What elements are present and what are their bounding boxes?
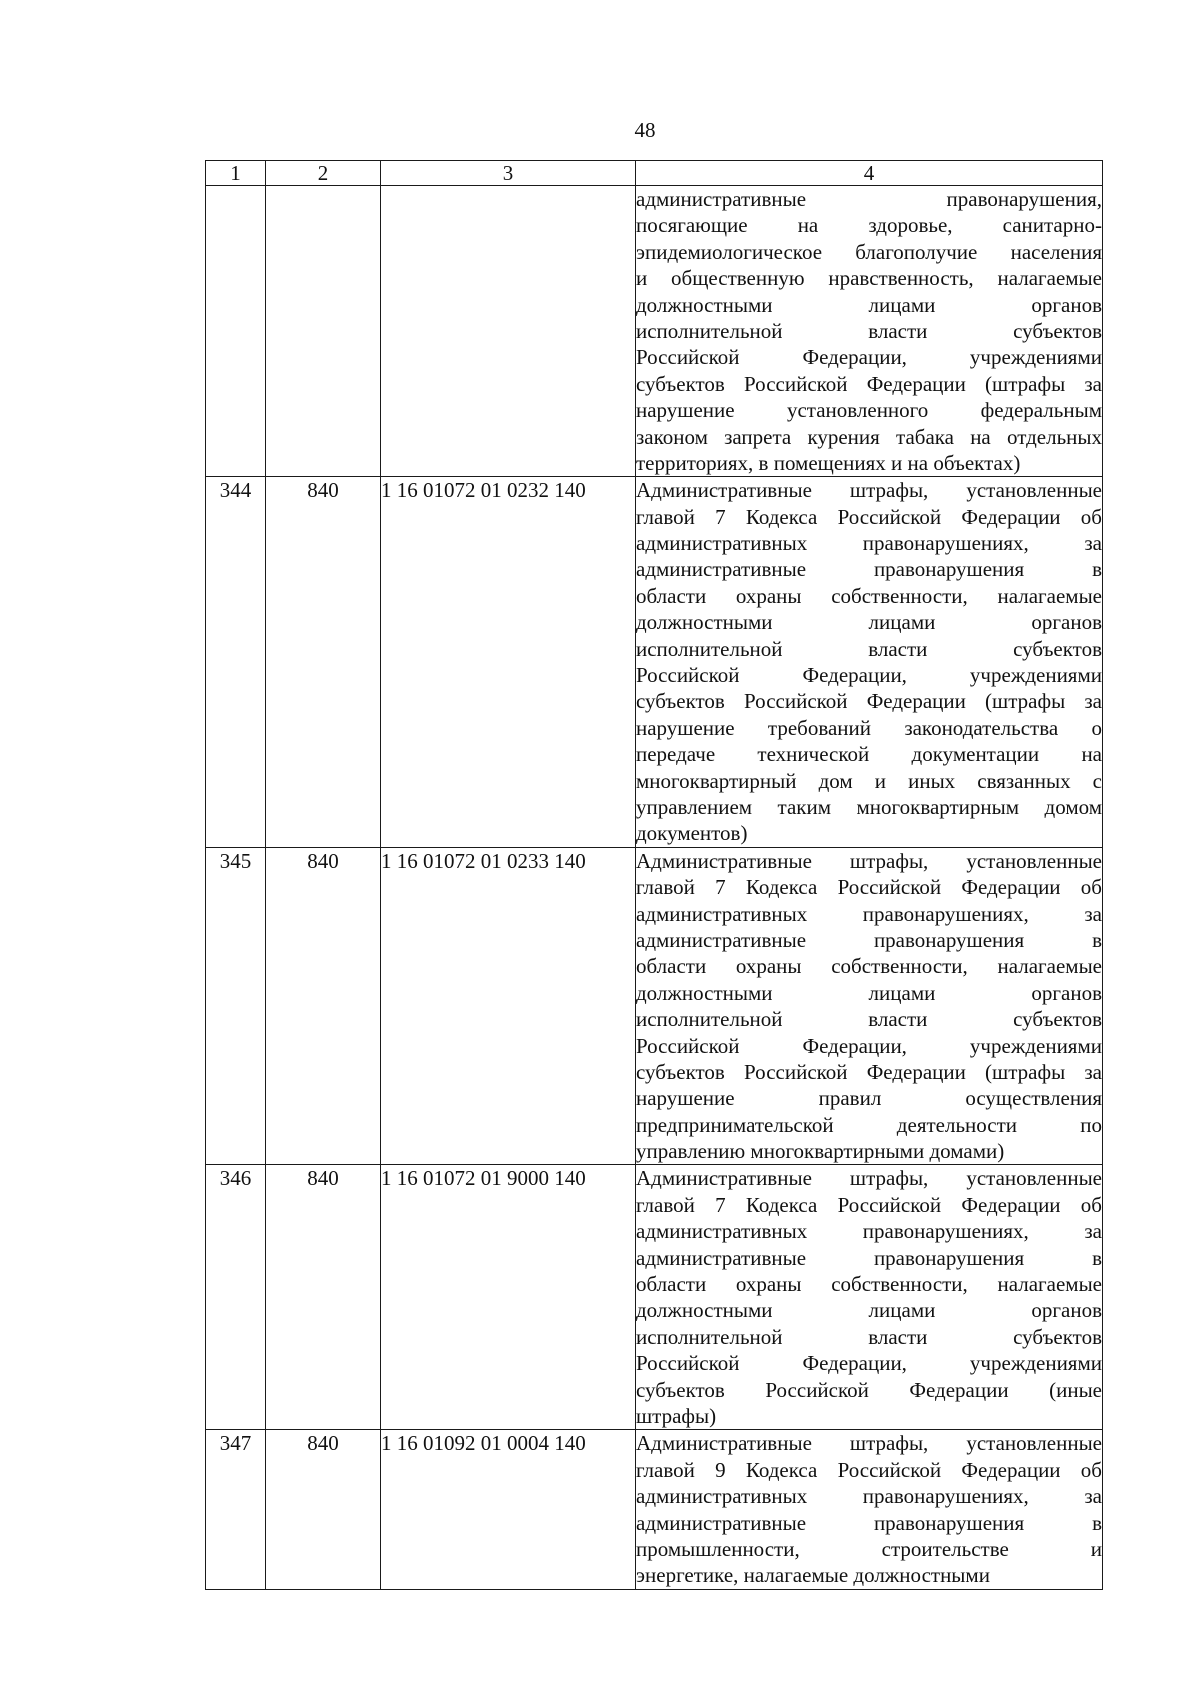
description-line: административных правонарушениях, за bbox=[636, 1219, 1102, 1244]
table-row bbox=[206, 847, 1103, 1165]
table-row bbox=[206, 1165, 1103, 1430]
table-row bbox=[206, 1430, 1103, 1589]
description-line: и общественную нравственность, налагаемые bbox=[636, 266, 1102, 291]
description-line: документов) bbox=[636, 821, 748, 846]
row-number-cell bbox=[206, 186, 266, 477]
description-line: Российской Федерации, учреждениями bbox=[636, 1033, 1102, 1058]
description-line: Административные штрафы, установленные bbox=[636, 478, 1102, 503]
description-cell bbox=[636, 847, 1103, 1165]
description-line: субъектов Российской Федерации (штрафы за bbox=[636, 689, 1102, 714]
description-line: субъектов Российской Федерации (иные bbox=[636, 1377, 1102, 1402]
page-number: 48 bbox=[634, 118, 656, 142]
description-line: главой 9 Кодекса Российской Федерации об bbox=[636, 1457, 1102, 1482]
description-line: административные правонарушения, bbox=[636, 187, 1102, 211]
description-line: области охраны собственности, налагаемые bbox=[636, 583, 1102, 608]
description-line: административных правонарушениях, за bbox=[636, 1484, 1102, 1509]
description-line: административные правонарушения в bbox=[636, 557, 1102, 582]
description-line: эпидемиологическое благополучие населения bbox=[636, 239, 1102, 264]
description-line: субъектов Российской Федерации (штрафы за bbox=[636, 1059, 1102, 1084]
description-cell bbox=[636, 1430, 1103, 1589]
description-line: административных правонарушениях, за bbox=[636, 901, 1102, 926]
description-line: промышленности, строительстве и bbox=[636, 1536, 1102, 1561]
column-header-3: 3 bbox=[381, 161, 636, 186]
row-number-cell: 347 bbox=[206, 1430, 266, 1589]
description-line: исполнительной власти субъектов bbox=[636, 1007, 1102, 1032]
administrator-code-cell bbox=[266, 186, 381, 477]
header-row bbox=[206, 161, 1103, 186]
description-line: административные правонарушения в bbox=[636, 1510, 1102, 1535]
description-line: штрафы) bbox=[636, 1403, 717, 1428]
description-line: Административные штрафы, установленные bbox=[636, 1166, 1102, 1191]
column-header-2: 2 bbox=[266, 161, 381, 186]
description-line: передаче технической документации на bbox=[636, 742, 1102, 767]
description-line: области охраны собственности, налагаемые bbox=[636, 954, 1102, 979]
row-number-cell: 345 bbox=[206, 847, 266, 1165]
description-line: области охраны собственности, налагаемые bbox=[636, 1272, 1102, 1297]
description-line: посягающие на здоровье, санитарно- bbox=[636, 213, 1102, 238]
description-line: административные правонарушения в bbox=[636, 1245, 1102, 1270]
description-line: управлению многоквартирными домами) bbox=[636, 1139, 1005, 1164]
description-line: нарушение установленного федеральным bbox=[636, 398, 1102, 423]
description-cell bbox=[636, 1165, 1103, 1430]
revenue-code-cell: 1 16 01092 01 0004 140 bbox=[381, 1430, 636, 1589]
revenue-code-cell: 1 16 01072 01 0233 140 bbox=[381, 847, 636, 1165]
description-line: Административные штрафы, установленные bbox=[636, 848, 1102, 873]
description-line: законом запрета курения табака на отдельных bbox=[636, 424, 1102, 449]
administrator-code-cell: 840 bbox=[266, 1165, 381, 1430]
table-header bbox=[206, 161, 1103, 186]
column-header-1: 1 bbox=[206, 161, 266, 186]
description-line: территориях, в помещениях и на объектах) bbox=[636, 450, 1021, 475]
table-row bbox=[206, 186, 1103, 477]
description-line: главой 7 Кодекса Российской Федерации об bbox=[636, 875, 1102, 900]
description-line: Административные штрафы, установленные bbox=[636, 1431, 1102, 1456]
description-line: исполнительной власти субъектов bbox=[636, 1324, 1102, 1349]
administrator-code-cell: 840 bbox=[266, 477, 381, 847]
description-line: нарушение правил осуществления bbox=[636, 1086, 1102, 1111]
revenue-code-cell: 1 16 01072 01 0232 140 bbox=[381, 477, 636, 847]
description-cell bbox=[636, 477, 1103, 847]
fees-table bbox=[205, 160, 1103, 1590]
description-line: Российской Федерации, учреждениями bbox=[636, 1351, 1102, 1376]
administrator-code-cell: 840 bbox=[266, 1430, 381, 1589]
revenue-code-cell bbox=[381, 186, 636, 477]
column-header-4: 4 bbox=[636, 161, 1103, 186]
description-cell bbox=[636, 186, 1103, 477]
description-line: нарушение требований законодательства о bbox=[636, 715, 1102, 740]
description-line: должностными лицами органов bbox=[636, 292, 1102, 317]
table-body bbox=[206, 186, 1103, 1590]
description-line: управлением таким многоквартирным домом bbox=[636, 794, 1102, 819]
description-line: должностными лицами органов bbox=[636, 1298, 1102, 1323]
description-line: должностными лицами органов bbox=[636, 610, 1102, 635]
description-line: предпринимательской деятельности по bbox=[636, 1112, 1102, 1137]
description-line: многоквартирный дом и иных связанных с bbox=[636, 768, 1102, 793]
row-number-cell: 344 bbox=[206, 477, 266, 847]
row-number-cell: 346 bbox=[206, 1165, 266, 1430]
description-line: административных правонарушениях, за bbox=[636, 531, 1102, 556]
description-line: исполнительной власти субъектов bbox=[636, 636, 1102, 661]
description-line: административные правонарушения в bbox=[636, 927, 1102, 952]
description-line: должностными лицами органов bbox=[636, 980, 1102, 1005]
description-line: Российской Федерации, учреждениями bbox=[636, 345, 1102, 370]
description-line: главой 7 Кодекса Российской Федерации об bbox=[636, 504, 1102, 529]
description-line: субъектов Российской Федерации (штрафы за bbox=[636, 371, 1102, 396]
description-line: энергетике, налагаемые должностными bbox=[636, 1563, 990, 1588]
description-line: главой 7 Кодекса Российской Федерации об bbox=[636, 1192, 1102, 1217]
table-row bbox=[206, 477, 1103, 847]
administrator-code-cell: 840 bbox=[266, 847, 381, 1165]
description-line: исполнительной власти субъектов bbox=[636, 318, 1102, 343]
description-line: Российской Федерации, учреждениями bbox=[636, 663, 1102, 688]
revenue-code-cell: 1 16 01072 01 9000 140 bbox=[381, 1165, 636, 1430]
